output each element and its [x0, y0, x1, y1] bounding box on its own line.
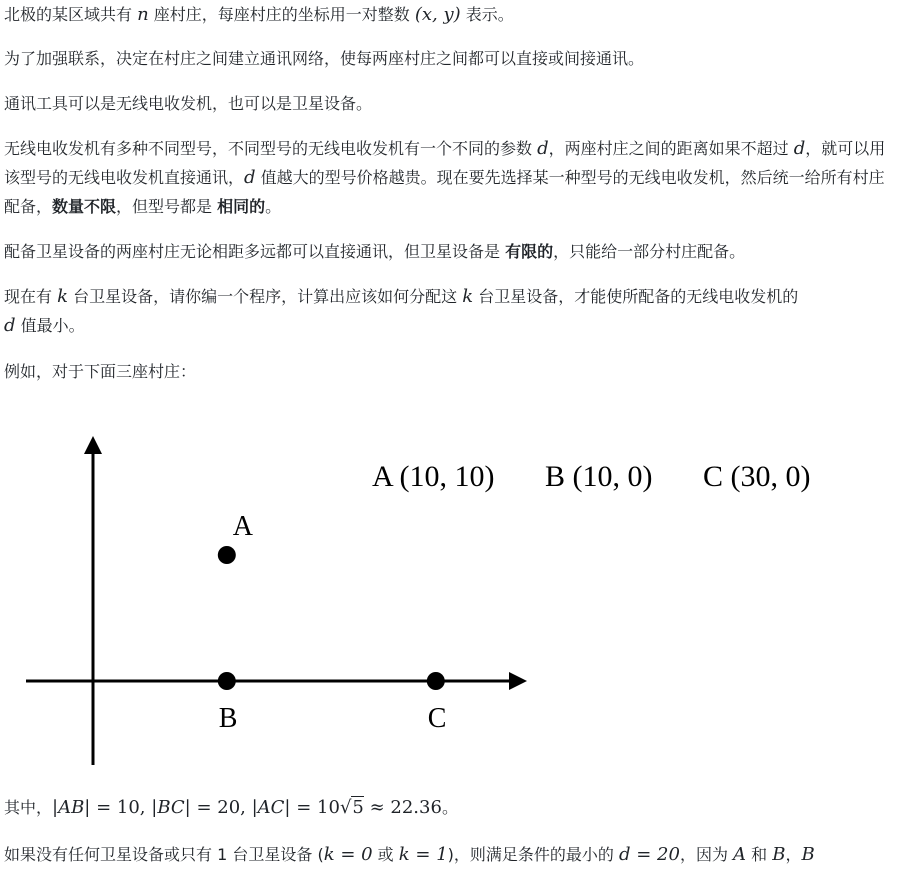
text: ，两座村庄之间的距离如果不超过 — [548, 139, 794, 158]
math-bc: |BC| — [151, 797, 191, 818]
x-axis-arrow — [509, 672, 527, 690]
math-eq: = 10, — [90, 797, 152, 818]
paragraph-5 — [4, 237, 745, 266]
text: 台卫星设备，才能使所配备的无线电收发机的 — [473, 287, 799, 306]
coords-c: C (30, 0) — [703, 460, 811, 493]
math-xy: (x, y) — [414, 4, 461, 25]
text: 或 — [372, 845, 399, 864]
text: 台卫星设备，请你编一个程序，计算出应该如何分配这 — [68, 287, 463, 306]
text: 北极的某区域共有 — [4, 5, 138, 24]
point-b-label: B — [218, 703, 238, 734]
text: 值最小。 — [15, 316, 85, 335]
math-d: d — [793, 138, 806, 159]
math-approx: ≈ 22.36 — [363, 797, 442, 818]
paragraph-3: 通讯工具可以是无线电收发机，也可以是卫星设备。 — [4, 94, 373, 113]
math-b: B — [772, 844, 786, 865]
math-eq: = 20, — [190, 797, 252, 818]
diagram-svg — [0, 420, 899, 780]
point-c — [427, 672, 445, 690]
math-d: d — [4, 315, 16, 336]
village-diagram — [0, 420, 899, 780]
text: 和 — [746, 845, 773, 864]
bold-text: 有限的 — [505, 242, 554, 261]
text: ，就可以用该型号的无线电收发机直接通讯， — [4, 139, 886, 187]
text: ，但型号都是 — [116, 197, 218, 216]
text: 。 — [441, 798, 458, 817]
math-ab: |AB| — [52, 797, 91, 818]
math-k: k — [57, 286, 69, 307]
math-five: 5 — [352, 797, 364, 818]
point-a-label: A — [232, 511, 254, 542]
text: ，因为 — [679, 845, 734, 864]
bold-text: 相同的 — [217, 197, 266, 216]
point-b — [218, 672, 236, 690]
math-b: B — [801, 844, 815, 865]
paragraph-2: 为了加强联系，决定在村庄之间建立通讯网络，使每两座村庄之间都可以直接或间接通讯。 — [4, 49, 645, 68]
paragraph-7: 例如，对于下面三座村庄： — [4, 362, 197, 381]
math-k1: k = 1 — [398, 844, 448, 865]
math-d20: d = 20 — [619, 844, 680, 865]
math-a: A — [733, 844, 747, 865]
text: ，只能给一部分村庄配备。 — [553, 242, 746, 261]
text: 如果没有任何卫星设备或只有 1 台卫星设备 ( — [4, 845, 324, 864]
paragraph-4 — [4, 134, 892, 221]
math-d: d — [537, 138, 549, 159]
point-a — [218, 546, 236, 564]
math-eq: = 10 — [290, 797, 340, 818]
text: 座村庄，每座村庄的坐标用一对整数 — [148, 5, 415, 24]
math-d: d — [244, 167, 256, 188]
math-n: n — [137, 4, 149, 25]
paragraph-8 — [4, 793, 458, 822]
coords-b: B (10, 0) — [545, 460, 653, 493]
text: 配备卫星设备的两座村庄无论相距多远都可以直接通讯，但卫星设备是 — [4, 242, 506, 261]
text: 其中， — [4, 798, 53, 817]
text: ， — [785, 845, 802, 864]
math-ac: |AC| — [251, 797, 291, 818]
text: )，则满足条件的最小的 — [447, 845, 619, 864]
text: 。 — [265, 197, 282, 216]
math-k: k — [462, 286, 474, 307]
text: 无线电收发机有多种不同型号，不同型号的无线电收发机有一个不同的参数 — [4, 139, 538, 158]
text: 值越大的型号价格越贵。现在要先选择某一种型号的无线电收发机，然后统一给所有村庄配备， — [4, 168, 885, 216]
point-c-label: C — [427, 703, 447, 734]
paragraph-1 — [4, 0, 514, 29]
text: 表示。 — [460, 5, 514, 24]
paragraph-9 — [4, 840, 815, 869]
paragraph-6 — [4, 282, 892, 340]
y-axis-arrow — [84, 436, 102, 454]
math-k0: k = 0 — [323, 844, 373, 865]
text: 现在有 — [4, 287, 58, 306]
sqrt-symbol: √ — [339, 797, 352, 818]
coords-a: A (10, 10) — [372, 460, 495, 493]
bold-text: 数量不限 — [52, 197, 117, 216]
